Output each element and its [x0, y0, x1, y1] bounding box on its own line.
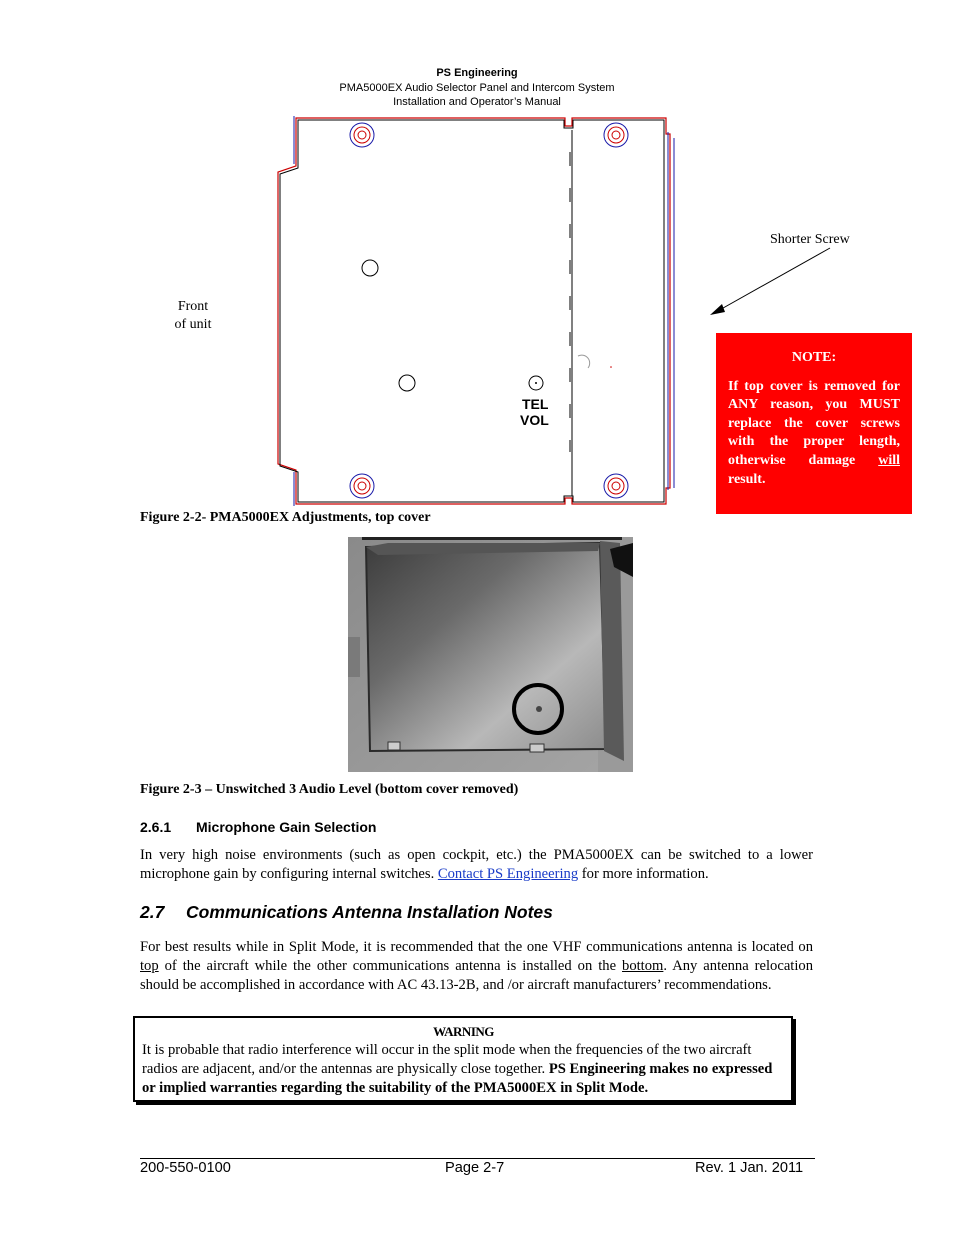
shorter-screw-label: Shorter Screw — [770, 232, 850, 247]
warning-box — [133, 1016, 793, 1102]
note-text-end: result. — [728, 471, 766, 487]
paragraph-text-3: . Any antenna relocation should be accomplished in accordance with AC 43.13-2B, and /or aircraft manufacturers’ recommendations. — [140, 958, 813, 993]
tel-label: TEL — [522, 396, 549, 412]
screw-top-right — [604, 123, 628, 147]
underlined-top: top — [140, 958, 159, 974]
note-text: If top cover is removed for ANY reason, you MUST replace the cover screws with the proper length, otherwise damage — [728, 378, 900, 468]
note-title: NOTE: — [791, 350, 837, 365]
note-underlined-word: will — [878, 452, 900, 468]
section-title: Communications Antenna Installation Notes — [186, 902, 553, 922]
underlined-bottom: bottom — [622, 958, 664, 974]
microphone-gain-paragraph — [140, 846, 813, 884]
contact-ps-engineering-link[interactable]: Contact PS Engineering — [437, 866, 579, 882]
screw-bottom-right — [604, 474, 628, 498]
adjustment-hole-2 — [399, 375, 415, 391]
paragraph-text: In very high noise environments (such as open cockpit, etc.) the PMA5000EX can be switched to a lower microphone gain by configuring internal switches. — [140, 847, 813, 882]
footer-rule — [140, 1158, 815, 1159]
paragraph-text-2: of the aircraft while the other communications antenna is installed on the — [158, 958, 623, 974]
warning-body — [142, 1041, 785, 1098]
section-number: 2.6.1 — [140, 819, 172, 835]
top-cover-drawing — [270, 112, 710, 512]
section-2-7-heading — [140, 902, 553, 923]
section-2-6-1-heading — [140, 819, 376, 835]
cover-outline-black — [280, 120, 664, 502]
header-manual-title: Installation and Operator’s Manual — [393, 96, 561, 108]
tel-vol-hole-center — [535, 382, 537, 384]
header-product: PMA5000EX Audio Selector Panel and Intercom System — [339, 82, 615, 94]
vol-label: VOL — [520, 412, 549, 428]
antenna-paragraph — [140, 938, 813, 995]
footer-revision: Rev. 1 Jan. 2011 — [695, 1160, 804, 1176]
cover-outline-red — [278, 118, 670, 504]
note-body — [728, 378, 900, 490]
adjustment-hole-1 — [362, 260, 378, 276]
footer-page-number: Page 2-7 — [445, 1160, 505, 1176]
cover-outline-blue — [294, 116, 674, 506]
paragraph-text-1: For best results while in Split Mode, it is recommended that the one VHF communications antenna is located on — [140, 939, 813, 955]
shorter-screw-arrow — [700, 240, 840, 320]
small-red-dot — [610, 366, 612, 368]
section-title: Microphone Gain Selection — [196, 819, 377, 835]
warning-text: It is probable that radio interference will occur in the split mode when the frequencies of the two aircraft radios are adjacent, and/or the antennas are physically close together. — [142, 1042, 752, 1077]
header-company: PS Engineering — [436, 67, 518, 79]
bottom-cover-photo — [348, 537, 633, 772]
note-box — [716, 333, 912, 514]
partial-arc — [578, 355, 590, 368]
section-number: 2.7 — [140, 902, 165, 922]
front-label-line2: of unit — [174, 317, 212, 332]
paragraph-text-end: for more information. — [578, 866, 709, 882]
figure-2-3-caption: Figure 2-3 – Unswitched 3 Audio Level (bottom cover removed) — [140, 782, 519, 797]
front-label-line1: Front — [177, 299, 209, 314]
warning-bold-text: PS Engineering makes no expressed or implied warranties regarding the suitability of the PMA5000EX in Split Mode. — [142, 1061, 773, 1096]
warning-title: WARNING — [433, 1024, 494, 1039]
footer-doc-number: 200-550-0100 — [140, 1160, 231, 1176]
screw-bottom-left — [350, 474, 374, 498]
front-of-unit-label — [160, 298, 226, 334]
screw-top-left — [350, 123, 374, 147]
figure-2-2-caption: Figure 2-2- PMA5000EX Adjustments, top cover — [140, 510, 431, 525]
